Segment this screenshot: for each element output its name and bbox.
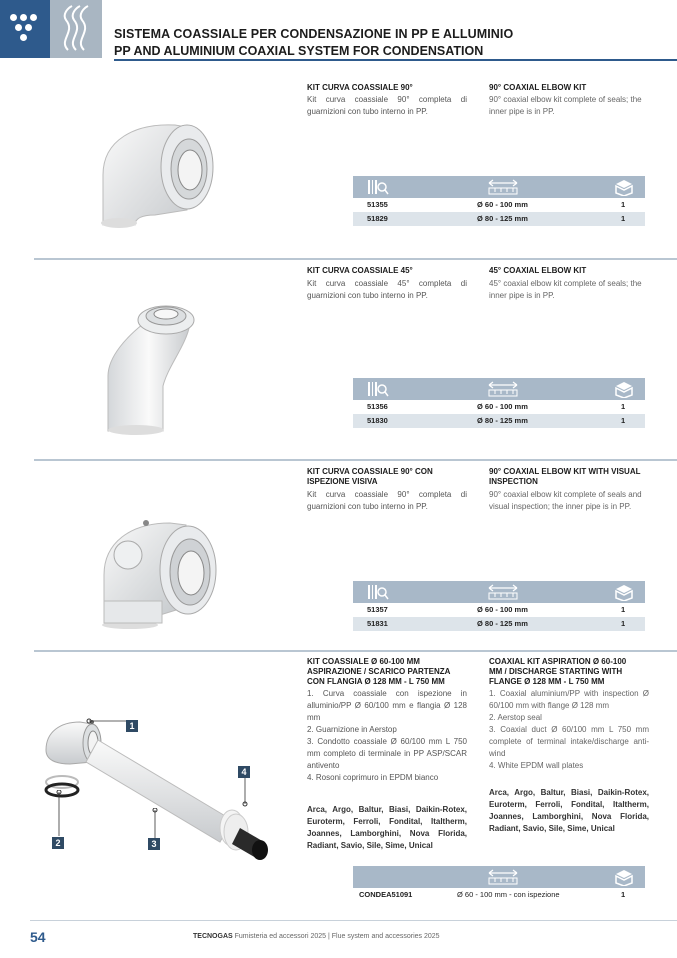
product-title-it	[307, 657, 477, 687]
product-list-en	[489, 688, 649, 772]
title-line: FLANGE Ø 128 MM - L 750 MM	[489, 677, 605, 686]
table-row	[353, 400, 645, 414]
product-code: 51829	[367, 214, 388, 223]
product-size: Ø 80 - 125 mm	[477, 416, 528, 425]
title-line: INSPECTION	[489, 477, 538, 486]
logo-dot	[10, 14, 17, 21]
product-code: 51830	[367, 416, 388, 425]
list-item: 1. Curva coassiale con ispezione in alluminio/PP Ø 60/100 mm e flangia Ø 128 mm	[307, 689, 467, 722]
product-desc-en: 90° coaxial elbow kit complete of seals; the inner pipe is in PP.	[489, 95, 642, 116]
smoke-icon-block	[50, 0, 102, 58]
list-item: 1. Coaxial aluminium/PP with inspection Ø 60/100 mm with flange Ø 128 mm	[489, 689, 649, 710]
barcode-search-icon	[367, 380, 389, 398]
logo-dot	[25, 24, 32, 31]
title-line: 90° COAXIAL ELBOW KIT WITH VISUAL	[489, 467, 641, 476]
product-title-it	[307, 467, 477, 487]
title-line: KIT COASSIALE Ø 60-100 MM	[307, 657, 420, 666]
product-qty: 1	[621, 200, 626, 209]
logo-dot	[20, 14, 27, 21]
header-rule	[114, 59, 677, 61]
product-title-it: KIT CURVA COASSIALE 90°	[307, 83, 413, 92]
callout-marker-2: 2	[52, 837, 64, 849]
callout-marker-3: 3	[148, 838, 160, 850]
product-size: Ø 80 - 125 mm	[477, 619, 528, 628]
callout-leader	[150, 808, 160, 842]
product-qty: 1	[621, 416, 626, 425]
package-quantity-icon	[613, 868, 635, 886]
page-subtitle: PP AND ALUMINIUM COAXIAL SYSTEM FOR CONDENSATION	[114, 44, 484, 58]
table-row	[353, 212, 645, 226]
logo-dot	[15, 24, 22, 31]
page-title: SISTEMA COASSIALE PER CONDENSAZIONE IN PP E ALLUMINIO	[114, 27, 514, 41]
product-table	[353, 581, 645, 631]
title-line: CON FLANGIA Ø 128 MM - L 750 MM	[307, 677, 445, 686]
footer-rule	[30, 920, 677, 921]
callout-marker-1: 1	[126, 720, 138, 732]
footer-text	[193, 933, 440, 940]
product-title-en: 90° COAXIAL ELBOW KIT	[489, 83, 587, 92]
table-header	[353, 866, 645, 888]
list-item: 2. Aerstop seal	[489, 713, 542, 722]
dimension-ruler-icon	[487, 868, 519, 886]
product-qty: 1	[621, 214, 626, 223]
section-divider	[34, 459, 677, 461]
dimension-ruler-icon	[487, 178, 519, 196]
compatible-brands-it: Arca, Argo, Baltur, Biasi, Daikin-Rotex, Euroterm, Ferroli, Fondital, Italtherm, Joannes, Lamborghini, Nova Florida, Radiant, Savio, Sile, Sime, Unical	[307, 805, 467, 850]
product-code: 51357	[367, 605, 388, 614]
table-row	[353, 888, 645, 902]
callout-leader	[240, 778, 250, 808]
product-qty: 1	[621, 402, 626, 411]
product-code: 51831	[367, 619, 388, 628]
product-table	[353, 176, 645, 226]
product-table	[353, 866, 645, 902]
table-row	[353, 603, 645, 617]
title-line: ISPEZIONE VISIVA	[307, 477, 378, 486]
dimension-ruler-icon	[487, 380, 519, 398]
product-size: Ø 80 - 125 mm	[477, 214, 528, 223]
product-title-en: 45° COAXIAL ELBOW KIT	[489, 266, 587, 275]
product-title-en	[489, 467, 659, 487]
package-quantity-icon	[613, 583, 635, 601]
list-item: 4. Rosoni coprimuro in EPDM bianco	[307, 773, 439, 782]
section-divider	[34, 258, 677, 260]
page-number: 54	[30, 929, 46, 945]
product-title-en	[489, 657, 659, 687]
table-header	[353, 378, 645, 400]
table-row	[353, 617, 645, 631]
table-header	[353, 581, 645, 603]
list-item: 3. Condotto coassiale Ø 60/100 mm L 750 mm completo di terminale in PP ASP/SCAR antivento	[307, 737, 467, 770]
logo-dot	[20, 34, 27, 41]
footer-caption: Fumisteria ed accessori 2025 | Flue system and accessories 2025	[234, 933, 440, 940]
product-size: Ø 60 - 100 mm	[477, 605, 528, 614]
product-desc-en: 90° coaxial elbow kit complete of seals and visual inspection; the inner pipe is in PP.	[489, 490, 642, 511]
product-title-it: KIT CURVA COASSIALE 45°	[307, 266, 413, 275]
product-qty: 1	[621, 890, 626, 899]
compatible-brands-en: Arca, Argo, Baltur, Biasi, Daikin-Rotex, Euroterm, Ferroli, Fondital, Italtherm, Joannes, Lamborghini, Nova Florida, Radiant, Savio, Sile, Sime, Unical	[489, 788, 649, 833]
callout-marker-4: 4	[238, 766, 250, 778]
smoke-icon	[50, 0, 102, 58]
dimension-ruler-icon	[487, 583, 519, 601]
list-item: 3. Coaxial duct Ø 60/100 mm L 750 mm complete of terminal intake/discharge anti-wind	[489, 725, 649, 758]
title-line: ASPIRAZIONE / SCARICO PARTENZA	[307, 667, 451, 676]
header-logo-block	[0, 0, 50, 58]
product-desc-it: Kit curva coassiale 90° completa di guarnizioni con tubo interno in PP.	[307, 95, 467, 116]
product-code: CONDEA51091	[359, 890, 413, 899]
elbow-90-inspection-image	[100, 515, 225, 630]
table-row	[353, 198, 645, 212]
product-code: 51355	[367, 200, 388, 209]
elbow-90-image	[95, 115, 225, 230]
elbow-45-image	[98, 296, 208, 436]
product-qty: 1	[621, 605, 626, 614]
product-size: Ø 60 - 100 mm - con ispezione	[457, 890, 560, 899]
product-desc-it: Kit curva coassiale 90° completa di guarnizioni con tubo interno in PP.	[307, 490, 467, 511]
callout-leader	[55, 716, 135, 726]
barcode-search-icon	[367, 178, 389, 196]
package-quantity-icon	[613, 178, 635, 196]
logo-dot	[30, 14, 37, 21]
title-line: KIT CURVA COASSIALE 90° CON	[307, 467, 433, 476]
table-header	[353, 176, 645, 198]
title-line: COAXIAL KIT ASPIRATION Ø 60-100	[489, 657, 627, 666]
footer-brand: TECNOGAS	[193, 933, 233, 940]
barcode-search-icon	[367, 583, 389, 601]
product-size: Ø 60 - 100 mm	[477, 402, 528, 411]
product-desc-en: 45° coaxial elbow kit complete of seals; the inner pipe is in PP.	[489, 279, 642, 300]
product-table	[353, 378, 645, 428]
product-size: Ø 60 - 100 mm	[477, 200, 528, 209]
product-list-it	[307, 688, 467, 784]
package-quantity-icon	[613, 380, 635, 398]
list-item: 2. Guarnizione in Aerstop	[307, 725, 397, 734]
table-row	[353, 414, 645, 428]
list-item: 4. White EPDM wall plates	[489, 761, 584, 770]
callout-leader	[54, 790, 64, 840]
product-desc-it: Kit curva coassiale 45° completa di guarnizioni con tubo interno in PP.	[307, 279, 467, 300]
product-code: 51356	[367, 402, 388, 411]
section-divider	[34, 650, 677, 652]
title-line: MM / DISCHARGE STARTING WITH	[489, 667, 623, 676]
product-qty: 1	[621, 619, 626, 628]
